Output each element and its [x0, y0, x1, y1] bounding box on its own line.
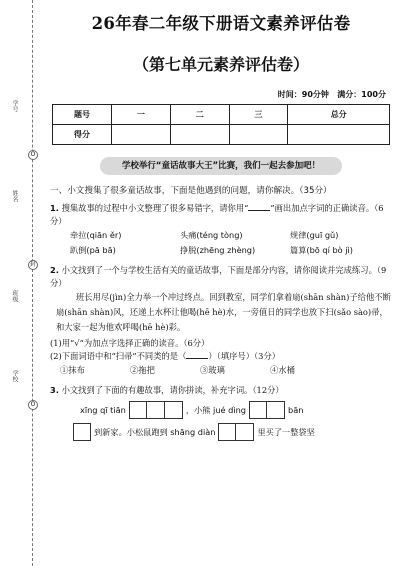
score-input-cell[interactable]: [229, 125, 288, 145]
question-3: [50, 384, 392, 397]
question-2: [50, 264, 392, 290]
table-cell: 总分: [288, 105, 390, 125]
answer-options: [60, 363, 392, 378]
answer-blank[interactable]: [186, 350, 208, 359]
sub-question-1: (1)用“√”为加点字选择正确的读音。（6分）: [50, 338, 210, 348]
pinyin-prompt: xīng qī tiān: [80, 405, 126, 415]
score-input-cell[interactable]: [112, 125, 171, 145]
time-limit: 时间：90分钟: [277, 90, 329, 99]
question-text: 小文找到了下面的有趣故事，请你拼读，补充字词。（12分）: [61, 385, 284, 395]
pinyin-options: [70, 228, 392, 258]
page-subtitle: （第七单元素养评估卷）: [132, 55, 309, 74]
sub-question-2: [50, 350, 392, 363]
question-text: (2)下面词语中和“扫帚”不同类的是（: [50, 351, 187, 361]
table-cell: 得分: [53, 125, 112, 145]
full-score: 满分：100分: [337, 90, 386, 99]
margin-circle-mark: O: [28, 150, 38, 160]
pinyin-item[interactable]: 趴倒(pā bā): [70, 245, 116, 255]
pinyin-item[interactable]: 头痛(téng tòng): [180, 230, 243, 240]
score-table-score-row: [53, 125, 390, 145]
question-text: ”画出加点字词的正确读音。（6分）: [50, 203, 384, 226]
question-text: ）（填序号）（3分）: [208, 351, 281, 361]
question-number: 3.: [50, 385, 59, 395]
margin-label-school: 学校: [11, 370, 18, 382]
margin-circle-mark: 封: [29, 261, 36, 268]
option: ①抹布: [60, 365, 85, 375]
character-boxes[interactable]: [129, 401, 183, 419]
reading-passage: 班长用尽(jìn)全力举一个冲过终点。回到教室，同学们拿着扇(shān shàn)子给他不断扇(shān shàn)风，还递上水杯让他喝(hē hè)水，一旁值日的同学也放下扫(sǎo sào)帚，和大家一起为他欢呼喝(hē hè)彩。: [56, 292, 391, 332]
pinyin-item[interactable]: 挣脱(zhēng zhèng): [180, 245, 256, 255]
margin-label-class: 班级: [11, 290, 18, 302]
table-cell: 三: [229, 105, 288, 125]
binding-margin: [0, 0, 48, 566]
score-input-cell[interactable]: [288, 125, 390, 145]
score-input-cell[interactable]: [170, 125, 229, 145]
table-cell: 题号: [53, 105, 112, 125]
pinyin-prompt: 到新家。小松鼠跑到 shāng diàn: [94, 426, 216, 437]
page-title: 26年春二年级下册语文素养评估卷: [91, 14, 351, 33]
answer-blank[interactable]: [248, 202, 270, 211]
score-table: [52, 104, 390, 145]
question-number: 1.: [50, 203, 59, 213]
cut-line: [32, 0, 33, 566]
margin-label-name: 姓名: [11, 190, 18, 202]
character-boxes[interactable]: [73, 423, 91, 441]
margin-label-student-id: 学号: [11, 100, 18, 112]
option: ③玻璃: [200, 365, 225, 375]
score-table-header-row: [53, 105, 390, 125]
section-heading: 一、小文搜集了很多童话故事，下面是他遇到的问题，请你解决。（35分）: [50, 186, 332, 196]
activity-banner: 学校举行“童话故事大王”比赛，我们一起去参加吧！: [100, 157, 342, 175]
character-boxes[interactable]: [249, 401, 285, 419]
pinyin-item[interactable]: 规律(guī gǔ): [290, 230, 339, 240]
pinyin-prompt: ，小熊 jué dìng: [185, 404, 247, 415]
margin-circle-mark: O: [28, 400, 38, 410]
table-cell: 一: [112, 105, 171, 125]
writing-row-2: [70, 423, 392, 441]
pinyin-prompt: bān: [288, 405, 304, 415]
writing-row-1: [80, 401, 392, 419]
character-boxes[interactable]: [218, 423, 254, 441]
option: ②拖把: [130, 365, 155, 375]
exam-content: [50, 0, 392, 441]
pinyin-item[interactable]: 牵拉(qiān ěr): [70, 230, 122, 240]
table-cell: 二: [170, 105, 229, 125]
question-number: 2.: [50, 265, 59, 275]
question-text: 小文找到了一个与学校生活有关的童话故事，下面是部分内容，请你阅读并完成练习。（9分）: [50, 265, 387, 288]
question-text: 里买了一整袋坚: [257, 426, 315, 437]
question-text: 搜集故事的过程中小文整理了很多易错字，请你用“: [61, 203, 249, 213]
question-1: [50, 202, 392, 228]
pinyin-item[interactable]: 篇算(bō qí bò jì): [290, 245, 354, 255]
option: ④水桶: [270, 365, 295, 375]
time-score-info: [50, 89, 392, 100]
